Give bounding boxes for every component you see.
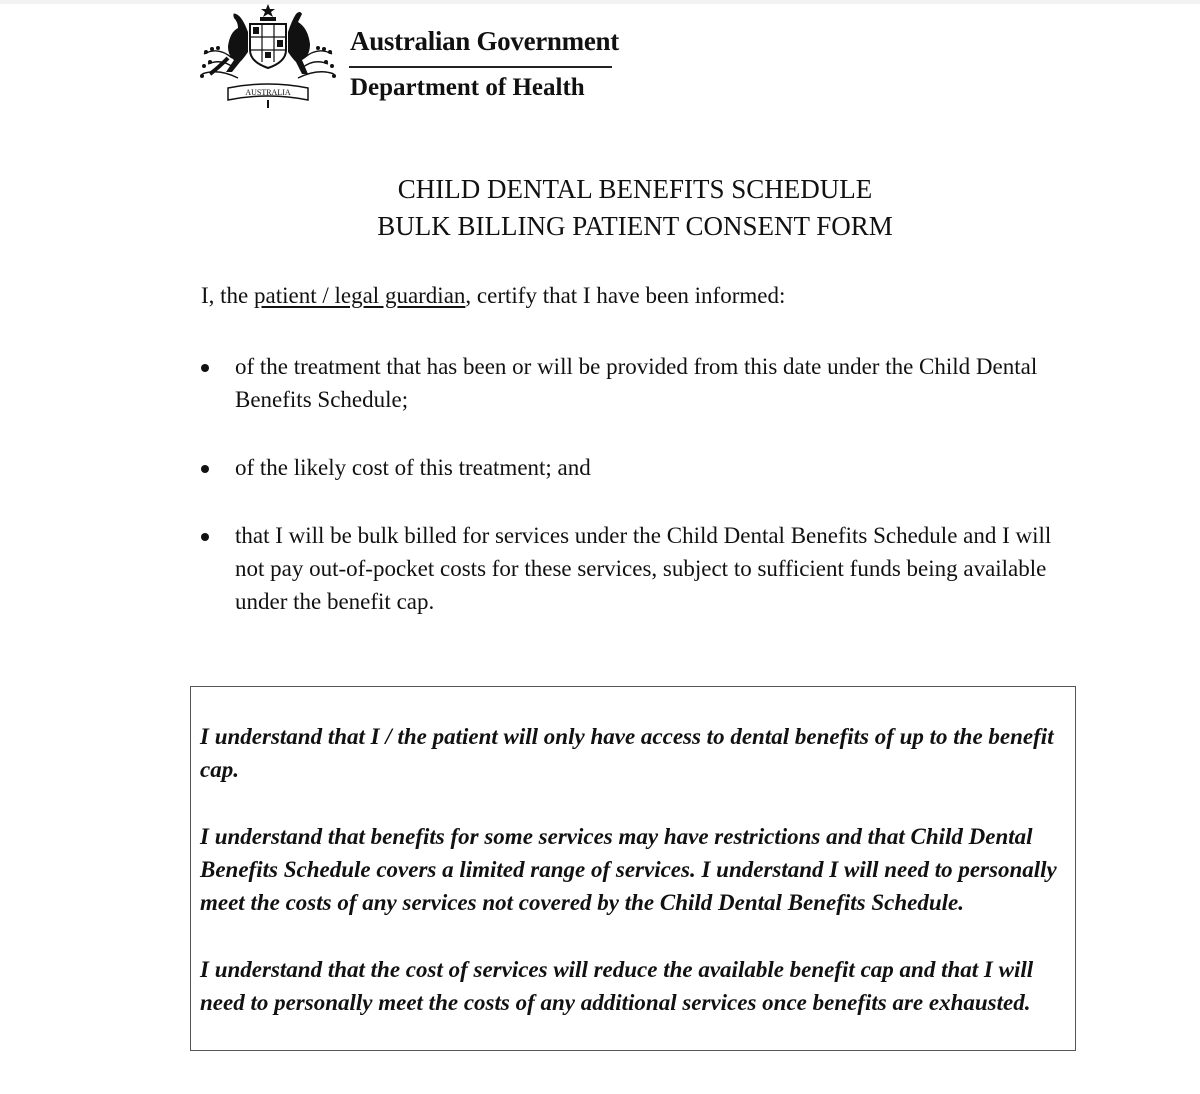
list-item-text: of the treatment that has been or will be provided from this date under the Child Dental Benefits Schedule;	[235, 354, 1038, 412]
list-item	[201, 519, 1081, 618]
government-name: Australian Government	[350, 26, 619, 56]
letterhead	[198, 2, 628, 114]
bullet-icon	[201, 465, 209, 473]
crest-scroll-text: AUSTRALIA	[245, 88, 291, 97]
intro-prefix: I, the	[201, 283, 255, 308]
bullet-icon	[201, 533, 209, 541]
department-name: Department of Health	[350, 74, 585, 101]
list-item	[201, 350, 1081, 416]
acknowledgement-benefit-cap: I understand that I / the patient will only have access to dental benefits of up to the benefit cap.	[200, 724, 1054, 782]
acknowledgement-box	[190, 686, 1076, 1051]
list-item	[201, 451, 1081, 484]
intro-suffix: , certify that I have been informed:	[465, 283, 786, 308]
acknowledgement-cost-reduction: I understand that the cost of services will reduce the available benefit cap and that I will need to personally meet the costs of any additional services once benefits are exhausted.	[200, 957, 1034, 1015]
header-divider	[349, 66, 612, 68]
acknowledgement-restrictions: I understand that benefits for some services may have restrictions and that Child Dental Benefits Schedule covers a limited range of services. I understand I will need to personally meet the costs of any services not covered by the Child Dental Benefits Schedule.	[200, 824, 1057, 915]
patient-guardian-text: patient / legal guardian	[254, 283, 466, 308]
bullet-icon	[201, 364, 209, 372]
informed-list	[201, 350, 1081, 618]
list-item-text: that I will be bulk billed for services under the Child Dental Benefits Schedule and I will not pay out-of-pocket costs for these services, subject to sufficient funds being available under the benefit cap.	[235, 523, 1052, 614]
certification-statement	[201, 283, 785, 309]
list-item-text: of the likely cost of this treatment; and	[235, 455, 591, 480]
coat-of-arms-icon	[198, 2, 338, 110]
form-title-line-2: BULK BILLING PATIENT CONSENT FORM	[377, 211, 893, 241]
form-title-line-1: CHILD DENTAL BENEFITS SCHEDULE	[397, 174, 873, 204]
